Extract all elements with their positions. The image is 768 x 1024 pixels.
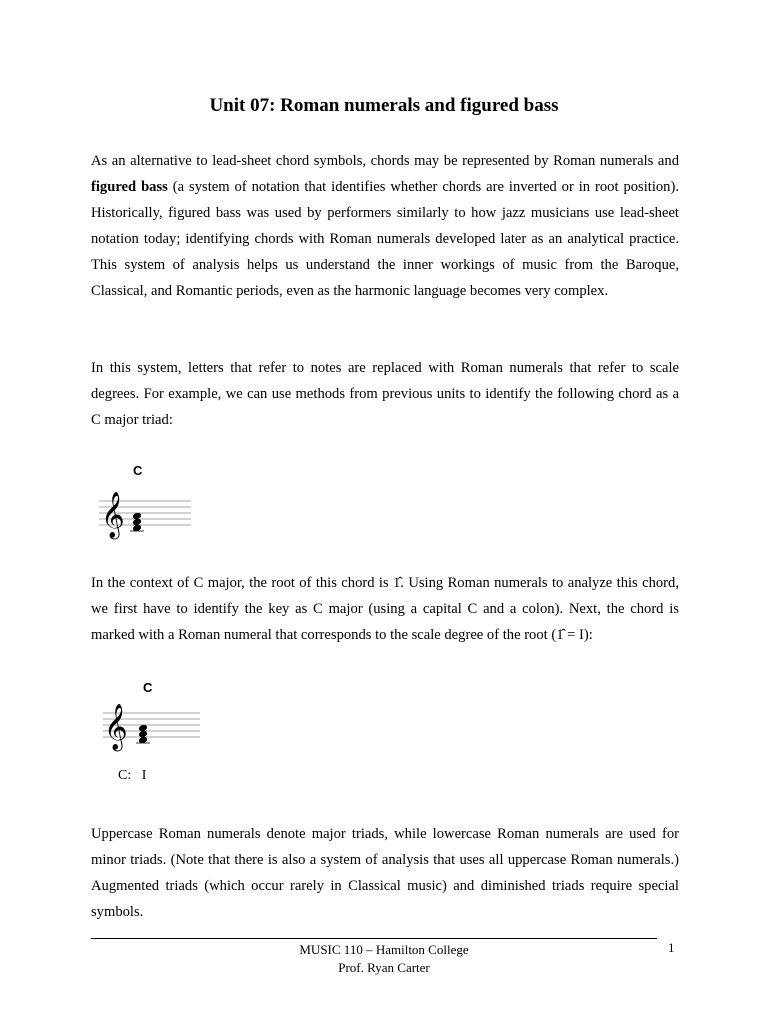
chord-notes <box>132 512 142 533</box>
footer-divider <box>91 938 657 939</box>
staff-notation-image <box>93 450 203 550</box>
footer-course: MUSIC 110 – Hamilton College <box>299 942 469 957</box>
staff-notation-image <box>93 665 208 790</box>
chord-notes <box>138 724 148 745</box>
paragraph-intro-start: As an alternative to lead-sheet chord symbols, chords may be represented by Roman numerals and <box>91 153 679 169</box>
chord-symbol: C <box>133 463 143 478</box>
page-title: Unit 07: Roman numerals and figured bass <box>209 95 559 116</box>
paragraph-intro <box>91 148 679 304</box>
treble-clef-icon: 𝄞 <box>101 492 125 538</box>
roman-numeral-analysis: C: I <box>118 768 147 783</box>
figure-c-major-chord <box>93 450 203 555</box>
paragraph-context: In the context of C major, the root of this chord is 1̂. Using Roman numerals to analyze this chord, we first have to identify the key as C major (using a capital C and a colon). Next, the chord is marked with a Roman numeral that corresponds to the scale degree of the root (1̂ = I): <box>91 575 679 643</box>
page-footer <box>0 941 768 977</box>
paragraph-uppercase-lowercase: Uppercase Roman numerals denote major triads, while lowercase Roman numerals are used for minor triads. (Note that there is also a system of analysis that uses all uppercase Roman numerals.) Augmented triads (which occur rarely in Classical music) and diminished triads require special symbols. <box>91 826 679 920</box>
paragraph-system: In this system, letters that refer to notes are replaced with Roman numerals that refer to scale degrees. For example, we can use methods from previous units to identify the following chord as a C major triad: <box>91 360 679 428</box>
treble-clef-icon: 𝄞 <box>104 704 128 750</box>
chord-symbol: C <box>143 680 153 695</box>
figure-roman-numeral-chord <box>93 665 208 795</box>
page-number: 1 <box>668 940 675 955</box>
figured-bass-term: figured bass <box>91 179 168 195</box>
footer-professor: Prof. Ryan Carter <box>338 960 430 975</box>
paragraph-intro-end: (a system of notation that identifies whether chords are inverted or in root position). Historically, figured bass was used by performers similarly to how jazz musicians use lead-sheet notation today; identifying chords with Roman numerals developed later as an analytical practice. This system of analysis helps us understand the inner workings of music from the Baroque, Classical, and Romantic periods, even as the harmonic language becomes very complex. <box>91 179 679 299</box>
